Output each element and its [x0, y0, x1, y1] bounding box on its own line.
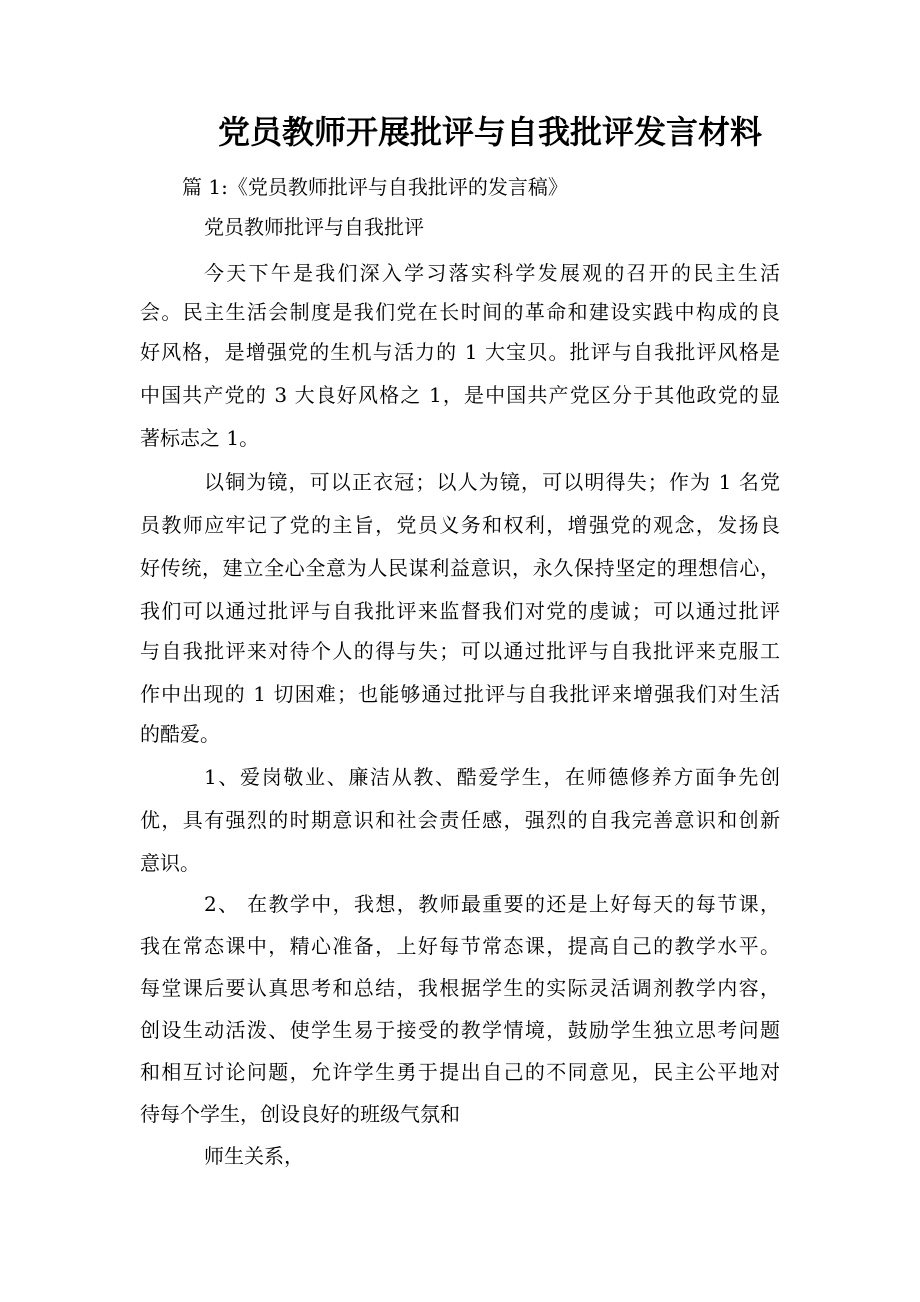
paragraph-4-line: 创设生动活泼、使学生易于接受的教学情境，鼓励学生独立思考问题 — [140, 1018, 780, 1042]
paragraph-2-line: 的酷爱。 — [140, 722, 220, 746]
paragraph-1-line: 今天下午是我们深入学习落实科学发展观的召开的民主生活 — [204, 261, 780, 285]
paragraph-2-line: 员教师应牢记了党的主旨，党员义务和权利，增强党的观念，发扬良 — [140, 513, 780, 537]
paragraph-2-line: 我们可以通过批评与自我批评来监督我们对党的虔诚；可以通过批评 — [140, 599, 780, 623]
paragraph-2-line: 与自我批评来对待个人的得与失；可以通过批评与自我批评来克服工 — [140, 639, 780, 663]
paragraph-1-line: 著标志之 1。 — [140, 426, 260, 450]
paragraph-2-line: 以铜为镜，可以正衣冠；以人为镜，可以明得失；作为 1 名党 — [204, 470, 780, 494]
paragraph-4-line: 待每个学生，创设良好的班级气氛和 — [140, 1102, 460, 1126]
paragraph-1-line: 会。民主生活会制度是我们党在长时间的革命和建设实践中构成的良 — [140, 300, 780, 324]
paragraph-4-line: 和相互讨论问题，允许学生勇于提出自己的不同意见，民主公平地对 — [140, 1060, 780, 1084]
section-heading: 篇 1:《党员教师批评与自我批评的发言稿》 — [182, 175, 568, 199]
paragraph-5-line: 师生关系， — [204, 1144, 304, 1168]
paragraph-3-line: 优，具有强烈的时期意识和社会责任感，强烈的自我完善意识和创新 — [140, 808, 780, 832]
subtitle: 党员教师批评与自我批评 — [204, 215, 424, 239]
paragraph-3-line: 意识。 — [140, 851, 200, 875]
paragraph-1-line: 中国共产党的 3 大良好风格之 1，是中国共产党区分于其他政党的显 — [140, 383, 780, 407]
document-title: 党员教师开展批评与自我批评发言材料 — [217, 113, 762, 151]
paragraph-1-line: 好风格，是增强党的生机与活力的 1 大宝贝。批评与自我批评风格是 — [140, 340, 780, 364]
paragraph-3-line: 1、爱岗敬业、廉洁从教、酷爱学生，在师德修养方面争先创 — [204, 765, 780, 789]
paragraph-4-line: 2、 在教学中，我想，教师最重要的还是上好每天的每节课， — [204, 892, 780, 916]
paragraph-2-line: 作中出现的 1 切困难；也能够通过批评与自我批评来增强我们对生活 — [140, 682, 780, 706]
paragraph-4-line: 每堂课后要认真思考和总结，我根据学生的实际灵活调剂教学内容， — [140, 976, 780, 1000]
paragraph-2-line: 好传统，建立全心全意为人民谋利益意识，永久保持坚定的理想信心， — [140, 556, 780, 580]
paragraph-4-line: 我在常态课中，精心准备，上好每节常态课，提高自己的教学水平。 — [140, 934, 780, 958]
